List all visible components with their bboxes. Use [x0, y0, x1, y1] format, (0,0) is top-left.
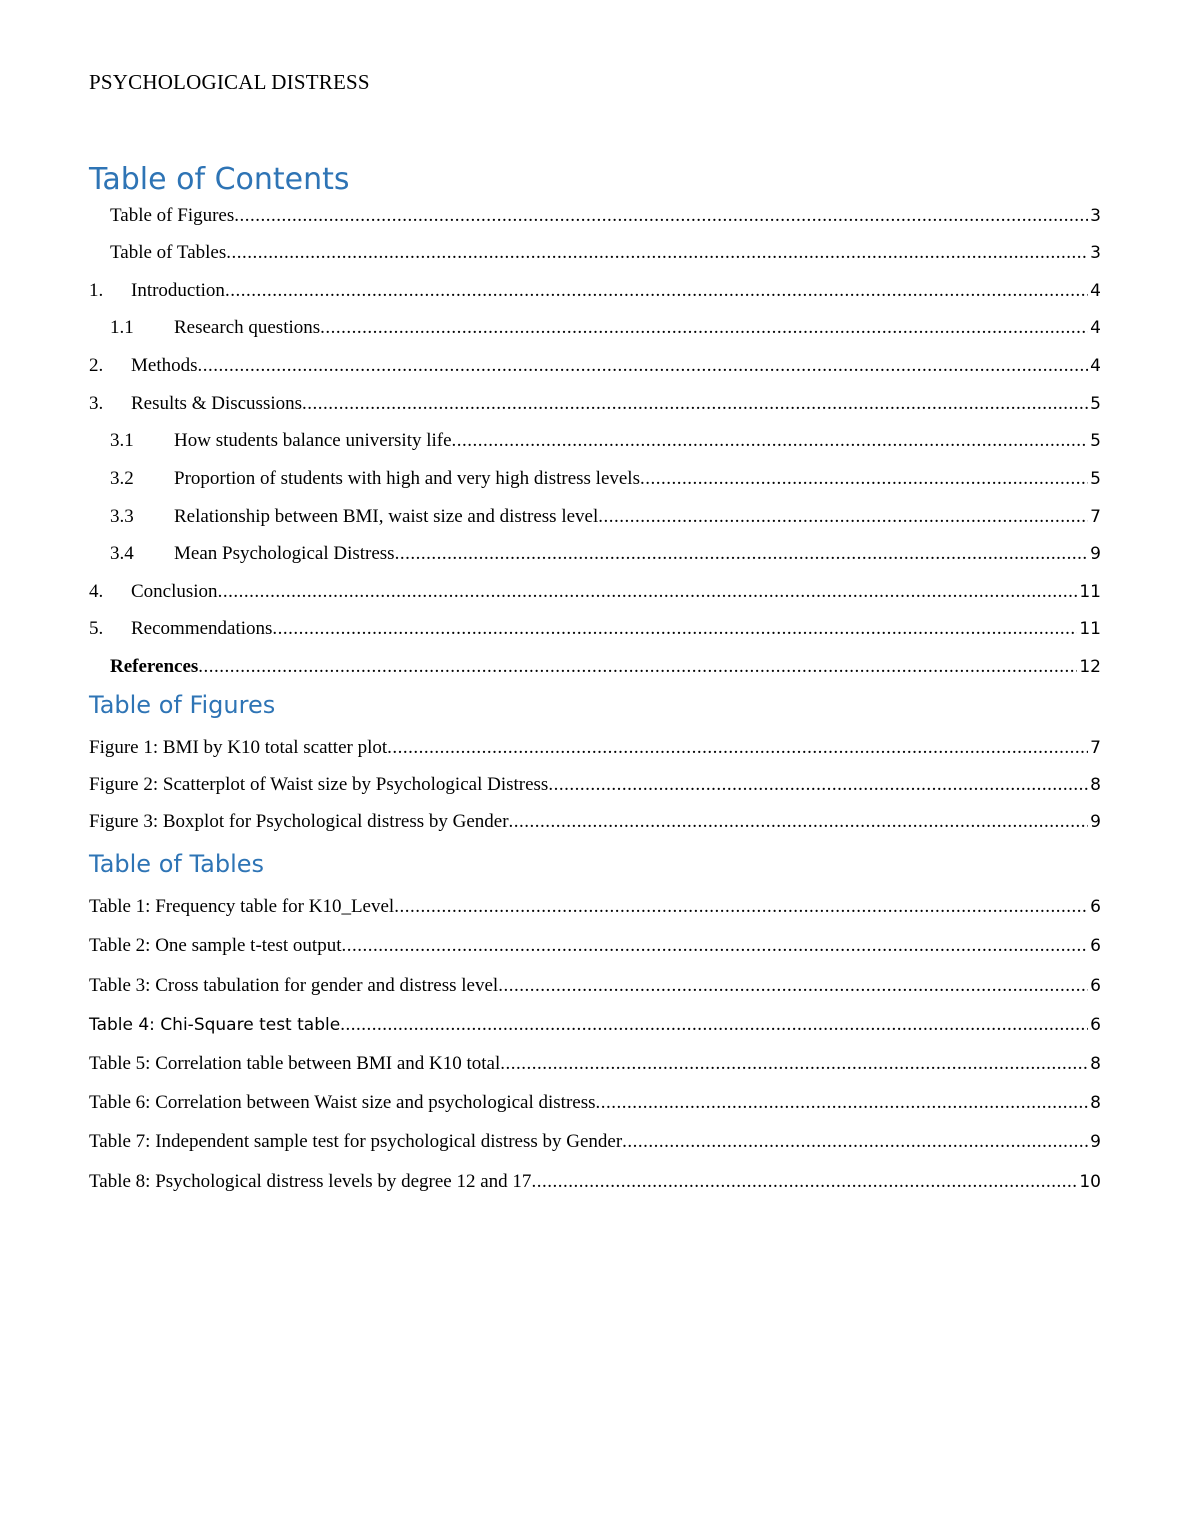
toc-entry-page: 12	[1079, 657, 1101, 677]
toc-entry-number: 3.3	[110, 506, 134, 527]
toc-entry-distress-proportion[interactable]	[110, 466, 1101, 492]
toc-entry-mean-distress[interactable]	[110, 541, 1101, 567]
figure-entry-2[interactable]	[89, 772, 1101, 798]
table-entry-page: 6	[1090, 976, 1101, 996]
toc-entry-title: Proportion of students with high and very high distress levels	[174, 468, 640, 489]
table-entry-2[interactable]	[89, 933, 1101, 959]
toc-entry-page: 11	[1079, 619, 1101, 639]
table-entry-page: 6	[1090, 1015, 1101, 1035]
dot-leader	[640, 466, 1088, 492]
toc-entry-title: Results & Discussions	[131, 393, 303, 414]
table-entry-title: Table 8: Psychological distress levels by degree 12 and 17	[89, 1171, 532, 1192]
toc-entry-title: Mean Psychological Distress	[174, 543, 395, 564]
dot-leader	[226, 240, 1088, 266]
toc-entry-title: Recommendations	[131, 618, 273, 639]
toc-entry-title: How students balance university life	[174, 430, 452, 451]
toc-entry-introduction[interactable]	[89, 278, 1101, 304]
figure-entry-3[interactable]	[89, 809, 1101, 835]
dot-leader	[498, 973, 1088, 999]
toc-entry-number: 4.	[89, 581, 104, 602]
table-entry-8[interactable]	[89, 1169, 1101, 1195]
dot-leader	[234, 203, 1088, 229]
toc-entry-number: 3.2	[110, 468, 134, 489]
figure-entry-page: 7	[1090, 738, 1101, 758]
figure-entry-page: 8	[1090, 775, 1101, 795]
dot-leader	[622, 1129, 1088, 1155]
toc-entry-page: 5	[1090, 431, 1101, 451]
table-entry-title: Table 6: Correlation between Waist size and psychological distress	[89, 1092, 596, 1113]
dot-leader	[394, 894, 1088, 920]
toc-entry-number: 1.	[89, 280, 104, 301]
dot-leader	[395, 541, 1089, 567]
toc-entry-title: Relationship between BMI, waist size and distress level	[174, 506, 599, 527]
table-entry-3[interactable]	[89, 973, 1101, 999]
toc-entry-number: 2.	[89, 355, 104, 376]
table-entry-page: 9	[1090, 1132, 1101, 1152]
toc-entry-conclusion[interactable]	[89, 579, 1101, 605]
toc-entry-page: 4	[1090, 356, 1101, 376]
figure-entry-1[interactable]	[89, 735, 1101, 761]
table-entry-6[interactable]	[89, 1090, 1101, 1116]
table-entry-title: Table 3: Cross tabulation for gender and distress level	[89, 975, 499, 996]
figure-entry-page: 9	[1090, 812, 1101, 832]
toc-entry-page: 4	[1090, 318, 1101, 338]
dot-leader	[218, 579, 1078, 605]
toc-entry-methods[interactable]	[89, 353, 1101, 379]
figures-heading: Table of Figures	[89, 691, 276, 719]
table-entry-page: 8	[1090, 1093, 1101, 1113]
dot-leader	[272, 616, 1077, 642]
toc-entry-title: Introduction	[131, 280, 225, 301]
toc-entry-page: 5	[1090, 394, 1101, 414]
dot-leader	[198, 353, 1089, 379]
toc-entry-results-discussions[interactable]	[89, 391, 1101, 417]
table-entry-7[interactable]	[89, 1129, 1101, 1155]
toc-entry-title: Table of Figures	[110, 205, 235, 226]
toc-entry-number: 5.	[89, 618, 104, 639]
table-entry-title: Table 7: Independent sample test for psychological distress by Gender	[89, 1131, 623, 1152]
table-entry-title: Table 5: Correlation table between BMI and K10 total	[89, 1053, 501, 1074]
tables-heading: Table of Tables	[89, 850, 265, 878]
table-entry-5[interactable]	[89, 1051, 1101, 1077]
toc-entry-number: 1.1	[110, 317, 134, 338]
toc-entry-page: 7	[1090, 507, 1101, 527]
figure-entry-title: Figure 3: Boxplot for Psychological distress by Gender	[89, 811, 509, 832]
toc-entry-page: 3	[1090, 206, 1101, 226]
figure-entry-title: Figure 1: BMI by K10 total scatter plot	[89, 737, 388, 758]
toc-heading: Table of Contents	[89, 162, 350, 197]
toc-entry-recommendations[interactable]	[89, 616, 1101, 642]
toc-entry-number: 3.4	[110, 543, 134, 564]
dot-leader	[596, 1090, 1089, 1116]
toc-entry-title: Conclusion	[131, 581, 218, 602]
dot-leader	[302, 391, 1088, 417]
toc-entry-research-questions[interactable]	[110, 315, 1101, 341]
dot-leader	[509, 809, 1089, 835]
table-entry-title: Table 1: Frequency table for K10_Level	[89, 896, 395, 917]
toc-entry-title: References	[110, 656, 199, 677]
table-entry-title: Table 2: One sample t-test output	[89, 935, 342, 956]
toc-entry-table-of-tables[interactable]	[110, 240, 1101, 266]
toc-entry-number: 3.	[89, 393, 104, 414]
toc-entry-page: 9	[1090, 544, 1101, 564]
dot-leader	[320, 315, 1088, 341]
toc-entry-table-of-figures[interactable]	[110, 203, 1101, 229]
table-entry-title: Table 4: Chi-Square test table	[89, 1015, 341, 1035]
toc-entry-university-life[interactable]	[110, 428, 1101, 454]
toc-entry-page: 3	[1090, 243, 1101, 263]
toc-entry-page: 5	[1090, 469, 1101, 489]
table-entry-page: 10	[1079, 1172, 1101, 1192]
toc-entry-number: 3.1	[110, 430, 134, 451]
dot-leader	[598, 504, 1088, 530]
dot-leader	[387, 735, 1088, 761]
toc-entry-page: 4	[1090, 281, 1101, 301]
table-entry-4[interactable]	[89, 1012, 1101, 1038]
dot-leader	[340, 1012, 1088, 1038]
dot-leader	[452, 428, 1089, 454]
table-entry-page: 8	[1090, 1054, 1101, 1074]
dot-leader	[198, 654, 1077, 680]
running-header: PSYCHOLOGICAL DISTRESS	[89, 70, 370, 94]
dot-leader	[531, 1169, 1077, 1195]
dot-leader	[225, 278, 1088, 304]
table-entry-page: 6	[1090, 936, 1101, 956]
toc-entry-title: Table of Tables	[110, 242, 227, 263]
table-entry-1[interactable]	[89, 894, 1101, 920]
toc-entry-bmi-relationship[interactable]	[110, 504, 1101, 530]
figure-entry-title: Figure 2: Scatterplot of Waist size by Psychological Distress	[89, 774, 549, 795]
dot-leader	[500, 1051, 1088, 1077]
dot-leader	[341, 933, 1088, 959]
toc-entry-page: 11	[1079, 582, 1101, 602]
table-entry-page: 6	[1090, 897, 1101, 917]
toc-entry-title: Methods	[131, 355, 198, 376]
toc-entry-references[interactable]	[110, 654, 1101, 680]
toc-entry-title: Research questions	[174, 317, 321, 338]
dot-leader	[548, 772, 1088, 798]
